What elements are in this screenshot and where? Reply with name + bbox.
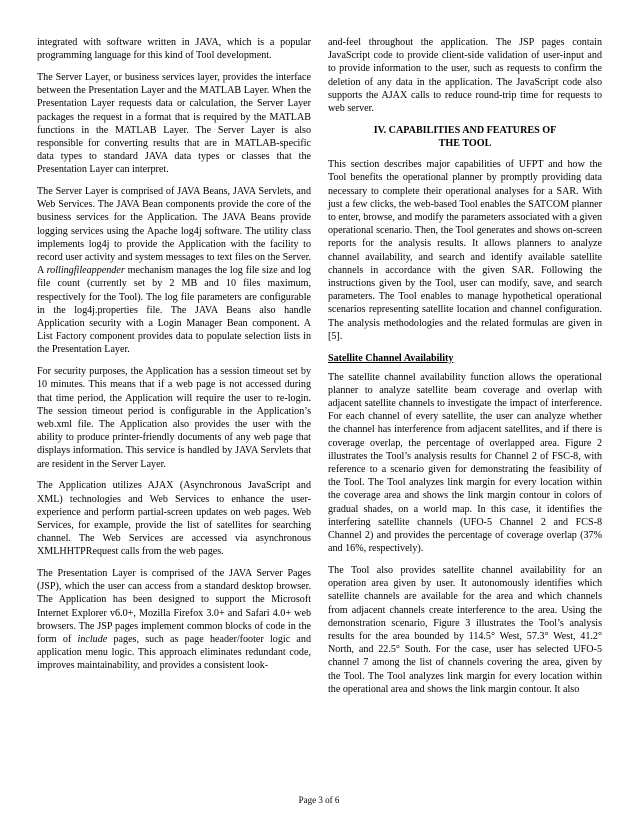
section-heading-line: THE TOOL xyxy=(438,138,492,150)
paragraph: The Server Layer, or business services layer, provides the interface between the Presentation Layer and the MATLAB Layer. When the Presentation Layer requests data or calculation, the Server Layer packages the request in a format that is required by the MATLAB functions in the MATLAB Layer. The Server Layer is also responsible for converting results that are in MATLAB-specific data types to standard JAVA data types or classes that the Presentation Layer can interpret. xyxy=(37,71,311,176)
text-run: mechanism manages the log file size and log file count (currently set by 2 MB and 10 files maximum, respectively for the Tool). The log file parameters are configurable in the log4j.properties file. The JAVA Beans also handle Application security with a Login Manager Bean component. A List Factory component provides data to populate selection lists in the Presentation Layer. xyxy=(37,265,311,356)
paragraph: The Application utilizes AJAX (Asynchronous JavaScript and XML) technologies and Web Services to enhance the user-experience and perform partial-screen updates on web pages. Web Services, for example, provide the list of satellites for searching channel. The Web Services are accessed via asynchronous XMLHHTPRequest calls from the web pages. xyxy=(37,480,311,558)
paragraph xyxy=(37,185,311,357)
section-heading-line: IV. CAPABILITIES AND FEATURES OF xyxy=(373,125,557,137)
italic-term: rollingfileappender xyxy=(46,265,125,277)
subsection-heading: Satellite Channel Availability xyxy=(328,352,454,364)
section-heading xyxy=(328,124,602,150)
text-run: The Presentation Layer is comprised of the JAVA Server Pages (JSP), which the user can access from a standard desktop browser. The Application has been designed to support the Microsoft Internet Explorer v6.0+, Mozilla Firefox 3.0+ and Safari 4.0+ web browsers. The JSP pages implement common blocks of code in the form of xyxy=(37,568,311,646)
paragraph xyxy=(37,567,311,673)
paragraph: and-feel throughout the application. The JSP pages contain JavaScript code to provide client-side validation of user-input and to provide information to the user, such as requests to confirm the deletion of any data in the application. The JavaScript code also supports the AJAX calls to reduce round-trip time for requests to web server. xyxy=(328,37,602,115)
paragraph: For security purposes, the Application has a session timeout set by 10 minutes. This means that if a web page is not accessed during that time period, the Application will require the user to re-login. The session timeout period is configurable in the Application’s web.xml file. The Application also provides the user with the ability to produce printer-friendly documents of any web page that displays information. This service is handled by JAVA Servlets that are resident in the Server Layer. xyxy=(37,366,311,470)
right-column xyxy=(328,36,602,704)
paragraph: integrated with software written in JAVA, which is a popular programming language for this kind of Tool development. xyxy=(37,37,311,62)
italic-term: include xyxy=(77,634,108,646)
page-number: Page 3 of 6 xyxy=(298,795,340,805)
left-column xyxy=(37,36,311,681)
paragraph: The satellite channel availability function allows the operational planner to analyze satellite beam coverage and overlap with adjacent satellite channels to investigate the impact of interference. For each channel of every satellite, the user can analyze whether the channel has interference from adjacent satellites, and if there is coverage overlap, the percentage of overlapped area. Figure 2 illustrates the Tool’s analysis results for Channel 2 of FSC-8, with reference to a scenario given for demonstrating the feasibility of the Tool. The Tool analyzes link margin for every location within the coverage area and shows the link margin contour in colors of gradual shades, on a world map. In this case, it identifies the interfering satellite channels (UFO-5 Channel 2 and FCS-8 Channel 2) and provides the percentage of coverage overlap (37% and 16%, respectively). xyxy=(328,371,602,555)
text-run: The Server Layer is comprised of JAVA Beans, JAVA Servlets, and Web Services. The JAVA Bean components provide the core of the business services for the Application. The JAVA Beans provide logging services using the Apache log4j software. The utility class implements log4j to provide the Application with the facility to record user activity and system messages to text files on the Server. A xyxy=(37,186,311,277)
paragraph: This section describes major capabilities of UFPT and how the Tool benefits the operational planner by promptly providing data necessary to complete their operational analyses for a SAR. With just a few clicks, the web-based Tool enables the SATCOM planner to enter, browse, and modify the parameters associated with a given operational scenario. Then, the Tool generates and shows on-screen reports for the analysis results. It allows planners to analyze channel availability, and search and identify available satellite channels in accordance with the given SAR. Following the instructions given by the Tool, user can modify, save, and search parameters. The Tool enables to manage hypothetical operational scenarios representing satellite location and channel configuration. The analysis methodologies and the related formulas are given in [5]. xyxy=(328,159,602,342)
paragraph: The Tool also provides satellite channel availability for an operation area given by user. It autonomously identifies which satellite channels are available for the area and which channels from adjacent channels create interference to the area. Using the demonstration scenario, Figure 3 illustrates the Tool’s analysis results for the area bounded by 114.5° West, 57.3° West, 41.2° North, and 22.5° South. For the case, user has selected UFO-5 channel 7 among the list of channels covering the area, given by the Tool. The Tool analyzes link margin for every location within the operational area and shows the link margin contour. It also xyxy=(328,564,602,695)
text-run: pages, such as page header/footer logic and application menu logic. This approach eliminates redundant code, improves maintainability, and provides a consistent look- xyxy=(37,634,311,672)
